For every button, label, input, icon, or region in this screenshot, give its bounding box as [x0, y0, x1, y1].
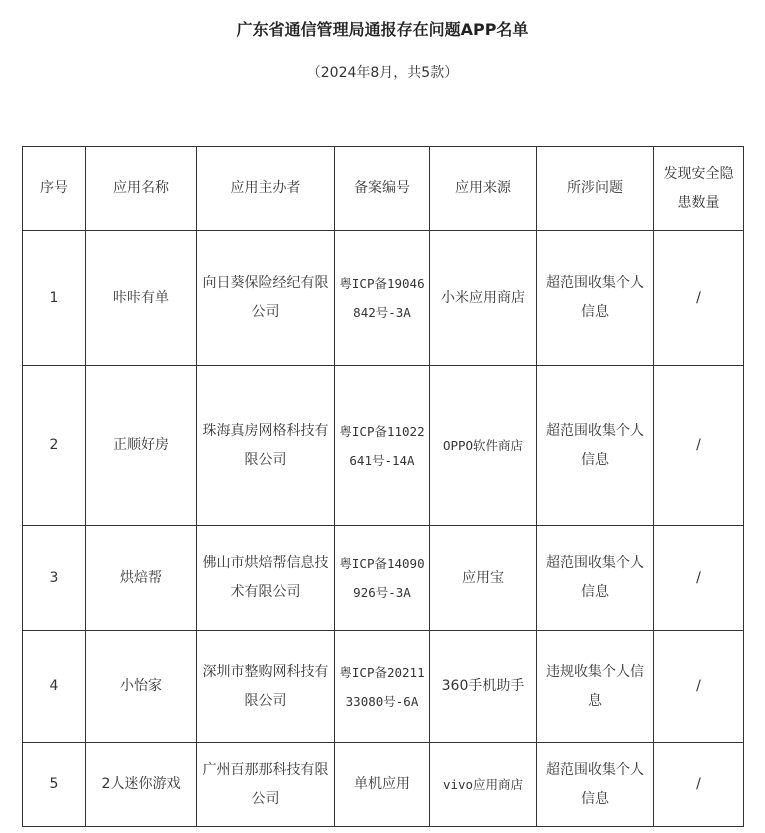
cell-risk-count: / — [654, 231, 744, 366]
cell-index: 4 — [23, 631, 86, 743]
page-subtitle: （2024年8月，共5款） — [306, 65, 459, 81]
header-cell-issue: 所涉问题 — [537, 147, 654, 231]
cell-issue: 超范围收集个人信息 — [537, 231, 654, 366]
cell-risk-count: / — [654, 743, 744, 827]
cell-organizer: 广州百那那科技有限公司 — [197, 743, 335, 827]
cell-issue: 违规收集个人信息 — [537, 631, 654, 743]
cell-app-name: 咔咔有单 — [86, 231, 197, 366]
table-row — [23, 743, 744, 827]
cell-organizer: 向日葵保险经纪有限公司 — [197, 231, 335, 366]
header-cell-organizer: 应用主办者 — [197, 147, 335, 231]
cell-organizer: 深圳市整购网科技有限公司 — [197, 631, 335, 743]
cell-app-name: 正顺好房 — [86, 366, 197, 526]
cell-source: 360手机助手 — [430, 631, 537, 743]
cell-icp: 粤ICP备11022641号-14A — [335, 366, 430, 526]
cell-organizer: 珠海真房网格科技有限公司 — [197, 366, 335, 526]
cell-app-name: 2人迷你游戏 — [86, 743, 197, 827]
cell-icp: 粤ICP备2021133080号-6A — [335, 631, 430, 743]
table-row — [23, 366, 744, 526]
cell-app-name: 烘焙帮 — [86, 526, 197, 631]
cell-issue: 超范围收集个人信息 — [537, 743, 654, 827]
cell-risk-count: / — [654, 526, 744, 631]
cell-index: 3 — [23, 526, 86, 631]
cell-risk-count: / — [654, 631, 744, 743]
cell-source: 小米应用商店 — [430, 231, 537, 366]
cell-index: 1 — [23, 231, 86, 366]
header-cell-source: 应用来源 — [430, 147, 537, 231]
cell-app-name: 小怡家 — [86, 631, 197, 743]
cell-source: 应用宝 — [430, 526, 537, 631]
cell-icp: 粤ICP备19046842号-3A — [335, 231, 430, 366]
cell-organizer: 佛山市烘焙帮信息技术有限公司 — [197, 526, 335, 631]
header-cell-icp: 备案编号 — [335, 147, 430, 231]
header-cell-app-name: 应用名称 — [86, 147, 197, 231]
header-cell-index: 序号 — [23, 147, 86, 231]
cell-source: vivo应用商店 — [430, 743, 537, 827]
cell-icp: 粤ICP备14090926号-3A — [335, 526, 430, 631]
table-row — [23, 231, 744, 366]
page-title: 广东省通信管理局通报存在问题APP名单 — [236, 20, 529, 39]
table-row — [23, 526, 744, 631]
cell-risk-count: / — [654, 366, 744, 526]
table-header-row — [23, 147, 744, 231]
app-list-table — [22, 146, 744, 827]
header-cell-risk-count: 发现安全隐患数量 — [654, 147, 744, 231]
cell-index: 5 — [23, 743, 86, 827]
table-row — [23, 631, 744, 743]
cell-issue: 超范围收集个人信息 — [537, 526, 654, 631]
cell-source: OPPO软件商店 — [430, 366, 537, 526]
cell-icp: 单机应用 — [335, 743, 430, 827]
cell-issue: 超范围收集个人信息 — [537, 366, 654, 526]
cell-index: 2 — [23, 366, 86, 526]
